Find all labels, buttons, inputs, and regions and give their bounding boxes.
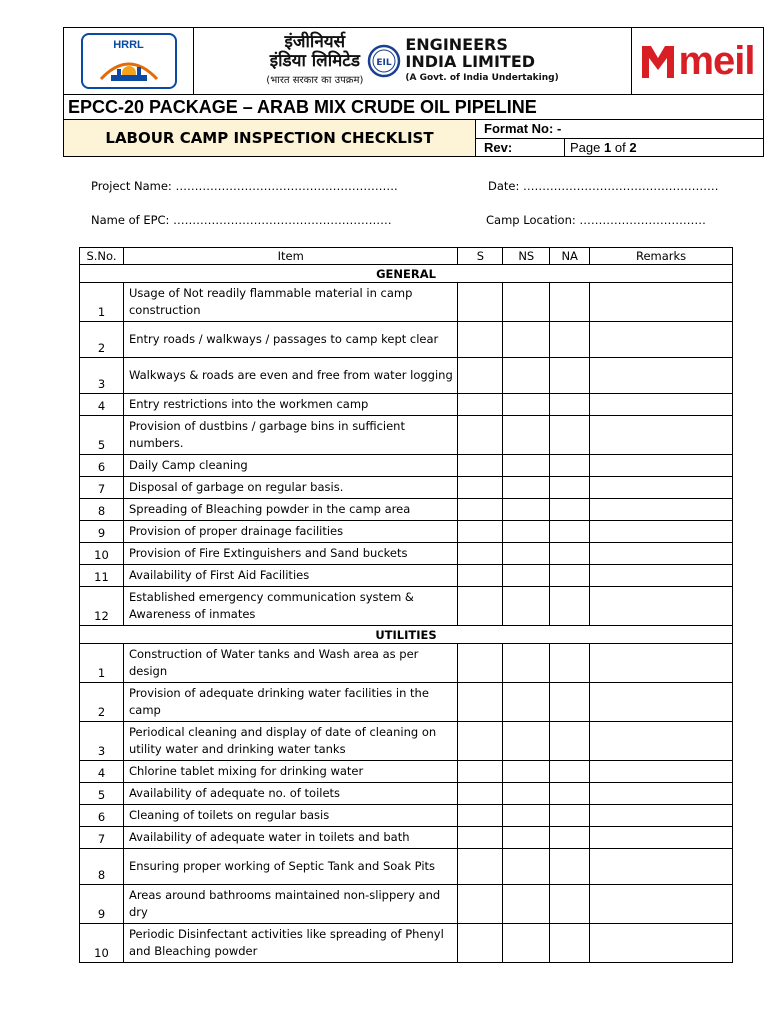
serial-number: 11 <box>80 565 124 587</box>
eil-hindi-line3: (भारत सरकार का उपक्रम) <box>266 74 364 86</box>
satisfactory-cell[interactable] <box>458 683 503 722</box>
not-satisfactory-cell[interactable] <box>503 394 550 416</box>
not-applicable-cell[interactable] <box>550 924 590 963</box>
checklist-item: Established emergency communication system & Awareness of inmates <box>123 587 457 626</box>
checklist-item: Construction of Water tanks and Wash area as per design <box>123 644 457 683</box>
satisfactory-cell[interactable] <box>458 722 503 761</box>
serial-number: 1 <box>80 283 124 322</box>
not-applicable-cell[interactable] <box>550 499 590 521</box>
serial-number: 6 <box>80 455 124 477</box>
satisfactory-cell[interactable] <box>458 644 503 683</box>
remarks-cell[interactable] <box>590 849 733 885</box>
not-satisfactory-header: NS <box>503 248 550 265</box>
table-header-row <box>80 248 733 265</box>
remarks-cell[interactable] <box>590 322 733 358</box>
checklist-item: Periodical cleaning and display of date of cleaning on utility water and drinking water tanks <box>123 722 457 761</box>
remarks-cell[interactable] <box>590 521 733 543</box>
hrrl-logo-cell <box>64 28 194 94</box>
hrrl-logo <box>81 33 177 89</box>
not-applicable-cell[interactable] <box>550 322 590 358</box>
format-number-row <box>476 120 763 139</box>
not-applicable-cell[interactable] <box>550 885 590 924</box>
table-row <box>80 761 733 783</box>
serial-number: 9 <box>80 521 124 543</box>
not-satisfactory-cell[interactable] <box>503 783 550 805</box>
page-number: 1 <box>604 139 612 155</box>
satisfactory-cell[interactable] <box>458 783 503 805</box>
satisfactory-cell[interactable] <box>458 565 503 587</box>
table-row <box>80 322 733 358</box>
serial-number: 7 <box>80 827 124 849</box>
not-applicable-cell[interactable] <box>550 358 590 394</box>
checklist-item: Chlorine tablet mixing for drinking water <box>123 761 457 783</box>
eil-logo-cell <box>194 28 632 94</box>
checklist-item: Walkways & roads are even and free from water logging <box>123 358 457 394</box>
date-field[interactable]: Date: …………………………………………… <box>488 179 719 193</box>
logo-row <box>64 28 763 95</box>
not-satisfactory-cell[interactable] <box>503 455 550 477</box>
page-of: of <box>614 139 626 155</box>
table-row <box>80 283 733 322</box>
remarks-cell[interactable] <box>590 722 733 761</box>
satisfactory-cell[interactable] <box>458 322 503 358</box>
not-satisfactory-cell[interactable] <box>503 805 550 827</box>
table-row <box>80 565 733 587</box>
satisfactory-cell[interactable] <box>458 924 503 963</box>
serial-number: 4 <box>80 394 124 416</box>
not-applicable-cell[interactable] <box>550 587 590 626</box>
document-title: LABOUR CAMP INSPECTION CHECKLIST <box>64 120 476 156</box>
checklist-item: Availability of adequate water in toilets and bath <box>123 827 457 849</box>
checklist-body <box>80 265 733 963</box>
satisfactory-cell[interactable] <box>458 827 503 849</box>
remarks-cell[interactable] <box>590 761 733 783</box>
not-satisfactory-cell[interactable] <box>503 924 550 963</box>
not-applicable-cell[interactable] <box>550 644 590 683</box>
table-row <box>80 783 733 805</box>
table-row <box>80 455 733 477</box>
serial-number: 1 <box>80 644 124 683</box>
table-row <box>80 543 733 565</box>
serial-number: 8 <box>80 849 124 885</box>
not-satisfactory-cell[interactable] <box>503 283 550 322</box>
not-applicable-cell[interactable] <box>550 394 590 416</box>
table-row <box>80 849 733 885</box>
table-row <box>80 722 733 761</box>
eil-hindi-line1: इंजीनियर्स <box>284 31 346 52</box>
not-applicable-cell[interactable] <box>550 722 590 761</box>
table-row <box>80 644 733 683</box>
satisfactory-cell[interactable] <box>458 587 503 626</box>
checklist-item: Entry restrictions into the workmen camp <box>123 394 457 416</box>
serial-number: 7 <box>80 477 124 499</box>
item-header: Item <box>123 248 457 265</box>
table-row <box>80 358 733 394</box>
remarks-cell[interactable] <box>590 683 733 722</box>
revision-label: Rev: <box>476 139 565 157</box>
checklist-item: Cleaning of toilets on regular basis <box>123 805 457 827</box>
not-satisfactory-cell[interactable] <box>503 722 550 761</box>
not-applicable-cell[interactable] <box>550 849 590 885</box>
remarks-cell[interactable] <box>590 885 733 924</box>
not-satisfactory-cell[interactable] <box>503 587 550 626</box>
meil-logo-cell <box>632 28 763 94</box>
serial-number: 10 <box>80 924 124 963</box>
serial-number: 2 <box>80 683 124 722</box>
checklist-item: Entry roads / walkways / passages to camp kept clear <box>123 322 457 358</box>
meil-logo <box>640 38 754 84</box>
serial-number: 3 <box>80 722 124 761</box>
not-satisfactory-cell[interactable] <box>503 761 550 783</box>
table-row <box>80 394 733 416</box>
section-title: GENERAL <box>80 265 733 283</box>
format-number-label: Format No: - <box>484 121 562 137</box>
checklist-item: Usage of Not readily flammable material in camp construction <box>123 283 457 322</box>
hrrl-emblem-icon <box>83 51 175 87</box>
not-applicable-cell[interactable] <box>550 565 590 587</box>
meil-logo-text: meil <box>678 39 755 83</box>
not-satisfactory-cell[interactable] <box>503 683 550 722</box>
page-indicator <box>565 139 763 157</box>
checklist-item: Spreading of Bleaching powder in the camp area <box>123 499 457 521</box>
table-row <box>80 885 733 924</box>
not-satisfactory-cell[interactable] <box>503 521 550 543</box>
project-name-field[interactable]: Project Name: …………………………………………………. <box>91 179 398 193</box>
not-satisfactory-cell[interactable] <box>503 885 550 924</box>
inspection-checklist-table <box>79 247 733 963</box>
not-applicable-header: NA <box>550 248 590 265</box>
page-prefix: Page <box>570 139 601 155</box>
page-total: 2 <box>629 139 637 155</box>
remarks-cell[interactable] <box>590 283 733 322</box>
checklist-item: Periodic Disinfectant activities like spreading of Phenyl and Bleaching powder <box>123 924 457 963</box>
not-applicable-cell[interactable] <box>550 827 590 849</box>
camp-location-field[interactable]: Camp Location: …………………………… <box>486 213 706 227</box>
satisfactory-cell[interactable] <box>458 499 503 521</box>
remarks-cell[interactable] <box>590 455 733 477</box>
eil-logo <box>266 33 558 90</box>
serial-number: 5 <box>80 416 124 455</box>
not-applicable-cell[interactable] <box>550 543 590 565</box>
satisfactory-cell[interactable] <box>458 761 503 783</box>
epc-name-field[interactable]: Name of EPC: ………………………………………………… <box>91 213 392 227</box>
table-row <box>80 827 733 849</box>
not-applicable-cell[interactable] <box>550 761 590 783</box>
satisfactory-cell[interactable] <box>458 849 503 885</box>
not-satisfactory-cell[interactable] <box>503 543 550 565</box>
satisfactory-cell[interactable] <box>458 358 503 394</box>
not-satisfactory-cell[interactable] <box>503 827 550 849</box>
table-row <box>80 499 733 521</box>
remarks-cell[interactable] <box>590 416 733 455</box>
not-applicable-cell[interactable] <box>550 683 590 722</box>
not-satisfactory-cell[interactable] <box>503 565 550 587</box>
remarks-cell[interactable] <box>590 805 733 827</box>
satisfactory-cell[interactable] <box>458 477 503 499</box>
remarks-cell[interactable] <box>590 924 733 963</box>
eil-emblem-text: EIL <box>376 58 392 68</box>
eil-english-line2: INDIA LIMITED <box>405 51 536 71</box>
not-applicable-cell[interactable] <box>550 455 590 477</box>
remarks-cell[interactable] <box>590 587 733 626</box>
serial-number: 8 <box>80 499 124 521</box>
document-header <box>63 27 764 157</box>
table-row <box>80 924 733 963</box>
remarks-cell[interactable] <box>590 358 733 394</box>
satisfactory-cell[interactable] <box>458 416 503 455</box>
eil-english-name <box>405 36 558 87</box>
table-row <box>80 477 733 499</box>
remarks-cell[interactable] <box>590 783 733 805</box>
format-block <box>476 120 763 156</box>
remarks-cell[interactable] <box>590 499 733 521</box>
meil-emblem-icon <box>640 38 676 84</box>
remarks-cell[interactable] <box>590 565 733 587</box>
serial-number: 10 <box>80 543 124 565</box>
eil-english-line3: (A Govt. of India Undertaking) <box>405 72 559 83</box>
not-satisfactory-cell[interactable] <box>503 322 550 358</box>
table-row <box>80 416 733 455</box>
serial-number: 2 <box>80 322 124 358</box>
satisfactory-cell[interactable] <box>458 521 503 543</box>
not-applicable-cell[interactable] <box>550 283 590 322</box>
serial-number: 4 <box>80 761 124 783</box>
checklist-item: Disposal of garbage on regular basis. <box>123 477 457 499</box>
table-row <box>80 683 733 722</box>
eil-english-line1: ENGINEERS <box>405 34 508 54</box>
serial-number: 5 <box>80 783 124 805</box>
remarks-cell[interactable] <box>590 394 733 416</box>
not-applicable-cell[interactable] <box>550 805 590 827</box>
not-applicable-cell[interactable] <box>550 783 590 805</box>
checklist-item: Daily Camp cleaning <box>123 455 457 477</box>
table-row <box>80 521 733 543</box>
checklist-item: Availability of First Aid Facilities <box>123 565 457 587</box>
eil-hindi-name <box>266 33 363 90</box>
checklist-item: Availability of adequate no. of toilets <box>123 783 457 805</box>
hrrl-logo-text: HRRL <box>113 39 144 51</box>
remarks-cell[interactable] <box>590 644 733 683</box>
not-satisfactory-cell[interactable] <box>503 644 550 683</box>
table-row <box>80 805 733 827</box>
title-row <box>64 120 763 156</box>
section-row-utilities <box>80 626 733 644</box>
remarks-header: Remarks <box>590 248 733 265</box>
not-applicable-cell[interactable] <box>550 477 590 499</box>
eil-hindi-line2: इंडिया लिमिटेड <box>269 50 360 71</box>
checklist-item: Areas around bathrooms maintained non-slippery and dry <box>123 885 457 924</box>
sno-header: S.No. <box>80 248 124 265</box>
satisfactory-cell[interactable] <box>458 283 503 322</box>
satisfactory-cell[interactable] <box>458 543 503 565</box>
checklist-item: Provision of proper drainage facilities <box>123 521 457 543</box>
eil-emblem-icon <box>367 44 401 78</box>
remarks-cell[interactable] <box>590 477 733 499</box>
satisfactory-cell[interactable] <box>458 885 503 924</box>
checklist-item: Provision of dustbins / garbage bins in sufficient numbers. <box>123 416 457 455</box>
satisfactory-header: S <box>458 248 503 265</box>
section-row-general <box>80 265 733 283</box>
not-satisfactory-cell[interactable] <box>503 358 550 394</box>
table-row <box>80 587 733 626</box>
package-title: EPCC-20 PACKAGE – ARAB MIX CRUDE OIL PIPELINE <box>64 95 763 120</box>
section-title: UTILITIES <box>80 626 733 644</box>
remarks-cell[interactable] <box>590 827 733 849</box>
not-applicable-cell[interactable] <box>550 521 590 543</box>
checklist-item: Provision of adequate drinking water facilities in the camp <box>123 683 457 722</box>
satisfactory-cell[interactable] <box>458 805 503 827</box>
serial-number: 3 <box>80 358 124 394</box>
serial-number: 6 <box>80 805 124 827</box>
remarks-cell[interactable] <box>590 543 733 565</box>
not-satisfactory-cell[interactable] <box>503 416 550 455</box>
checklist-item: Provision of Fire Extinguishers and Sand buckets <box>123 543 457 565</box>
not-satisfactory-cell[interactable] <box>503 477 550 499</box>
checklist-item: Ensuring proper working of Septic Tank and Soak Pits <box>123 849 457 885</box>
satisfactory-cell[interactable] <box>458 455 503 477</box>
not-satisfactory-cell[interactable] <box>503 849 550 885</box>
revision-row <box>476 139 763 157</box>
not-applicable-cell[interactable] <box>550 416 590 455</box>
serial-number: 9 <box>80 885 124 924</box>
not-satisfactory-cell[interactable] <box>503 499 550 521</box>
serial-number: 12 <box>80 587 124 626</box>
satisfactory-cell[interactable] <box>458 394 503 416</box>
